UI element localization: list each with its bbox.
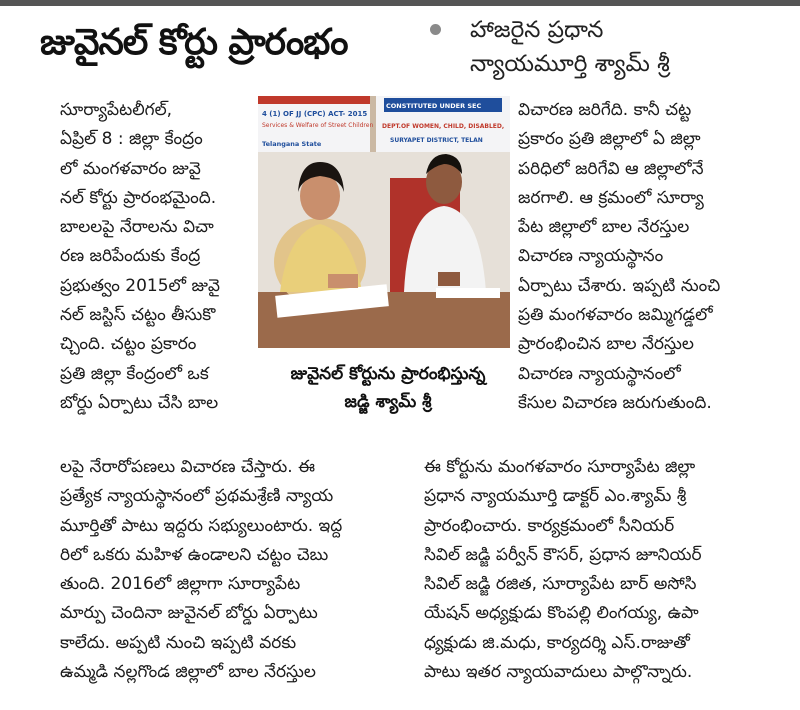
text-line: ధ్యక్షుడు జి.మధు, కార్యదర్శి ఎస్.రాజుతో (424, 632, 690, 653)
text-line: విచారణ న్యాయస్థానంలో (518, 363, 681, 384)
text-line: ప్రత్యేక న్యాయస్థానంలో ప్రథమశ్రేణి న్యాయ (60, 486, 334, 507)
text-line: రణ జరిపేందుకు కేంద్ర (60, 246, 201, 267)
text-line: ఏప్రిల్ 8 : జిల్లా కేంద్రం (60, 129, 203, 150)
text-line: ఈ కోర్టును మంగళవారం సూర్యాపేట జిల్లా (424, 457, 696, 477)
text-line: లో మంగళవారం జువై (60, 158, 201, 179)
text-line: ఏర్పాటు చేశారు. ఇప్పటి నుంచి (518, 275, 721, 296)
text-line: ప్రధాన న్యాయమూర్తి డాక్టర్ ఎం.శ్యామ్ శ్రీ (424, 486, 687, 507)
text-line: సూర్యాపేటలీగల్, (60, 100, 173, 120)
banner-left-text-2: Services & Welfare of Street Children (262, 122, 374, 129)
text-line: బోర్డు ఏర్పాటు చేసి బాల (60, 392, 219, 413)
news-photo-illustration (258, 96, 510, 348)
caption-line-1: జువైనల్ కోర్టును ప్రారంభిస్తున్న (290, 364, 486, 384)
banner-right-text-2: DEPT.OF WOMEN, CHILD, DISABLED, (382, 123, 505, 130)
text-line: మూర్తితో పాటు ఇద్దరు సభ్యులుంటారు. ఇద్ద (60, 515, 343, 536)
text-line: యేషన్ అధ్యక్షుడు కొంపల్లి లింగయ్య, ఉపా (424, 603, 699, 624)
text-line: నల్ కోర్టు ప్రారంభమైంది. (60, 187, 217, 208)
text-line: ప్రతి మంగళవారం జమ్మిగడ్డలో (518, 305, 713, 326)
subheadline-line-2: న్యాయమూర్తి శ్యామ్ శ్రీ (470, 51, 670, 77)
banner-left-text-1: 4 (1) OF JJ (CPC) ACT- 2015 (262, 110, 368, 118)
banner-right-text-3: SURYAPET DISTRICT, TELAN (390, 137, 483, 144)
text-line: ఉమ్మడి నల్లగొండ జిల్లాలో బాల నేరస్తుల (60, 662, 316, 683)
text-line: విచారణ జరిగేది. కానీ చట్ట (518, 100, 692, 120)
text-line: విచారణ న్యాయస్థానం (518, 246, 664, 267)
photo-caption (258, 360, 518, 416)
text-line: తుంది. 2016లో జిల్లాగా సూర్యాపేట (60, 574, 301, 595)
caption-line-2: జడ్జి శ్యామ్ శ్రీ (344, 392, 432, 412)
subheadline-line-1: హాజరైన ప్రధాన (470, 17, 604, 43)
bottom-left-column (60, 453, 400, 687)
text-line: పేట జిల్లాలో బాల నేరస్తుల (518, 217, 690, 238)
text-line: మార్పు చెందినా జువైనల్ బోర్డు ఏర్పాటు (60, 603, 318, 624)
news-photo (258, 96, 510, 348)
text-line: నల్ జస్టిస్ చట్టం తీసుకొ (60, 305, 216, 326)
text-line: రిలో ఒకరు మహిళ ఉండాలని చట్టం చెబు (60, 544, 329, 565)
text-line: బాలలపై నేరాలను విచా (60, 217, 214, 238)
banner-right-text-1: CONSTITUTED UNDER SEC (386, 102, 482, 110)
text-line: ప్రారంభించిన బాల నేరస్తుల (518, 334, 694, 355)
text-line: ప్రారంభించారు. కార్యక్రమంలో సీనియర్ (424, 515, 675, 536)
text-line: కాలేదు. అప్పటి నుంచి ఇప్పటి వరకు (60, 632, 297, 653)
text-line: ప్రకారం ప్రతి జిల్లాలో ఏ జిల్లా (518, 129, 701, 150)
bullet-icon (430, 24, 441, 35)
top-rule (0, 0, 800, 6)
text-line: సివిల్ జడ్జి రజిత, సూర్యాపేట బార్ అసోసి (424, 574, 697, 595)
banner-left-text-3: Telangana State (262, 140, 322, 148)
bottom-right-column (424, 453, 780, 687)
text-line: ప్రభుత్వం 2015లో జువై (60, 275, 220, 296)
text-line: లపై నేరారోపణలు విచారణ చేస్తారు. ఈ (60, 457, 316, 477)
text-line: పాటు ఇతర న్యాయవాదులు పాల్గొన్నారు. (424, 662, 693, 683)
right-column (518, 96, 780, 418)
text-line: సివిల్ జడ్జి పర్వీన్ కౌసర్, ప్రధాన జూనియర్ (424, 544, 702, 565)
text-line: జరగాలి. ఆ క్రమంలో సూర్యా (518, 187, 704, 208)
text-line: ప్రతి జిల్లా కేంద్రంలో ఒక (60, 363, 209, 384)
left-column (60, 96, 256, 418)
text-line: చ్చింది. చట్టం ప్రకారం (60, 334, 197, 355)
text-line: పరిధిలో జరిగేవి ఆ జిల్లాలోనే (518, 158, 704, 179)
text-line: కేసుల విచారణ జరుగుతుంది. (518, 392, 712, 413)
headline: జువైనల్ కోర్టు ప్రారంభం (40, 22, 348, 63)
